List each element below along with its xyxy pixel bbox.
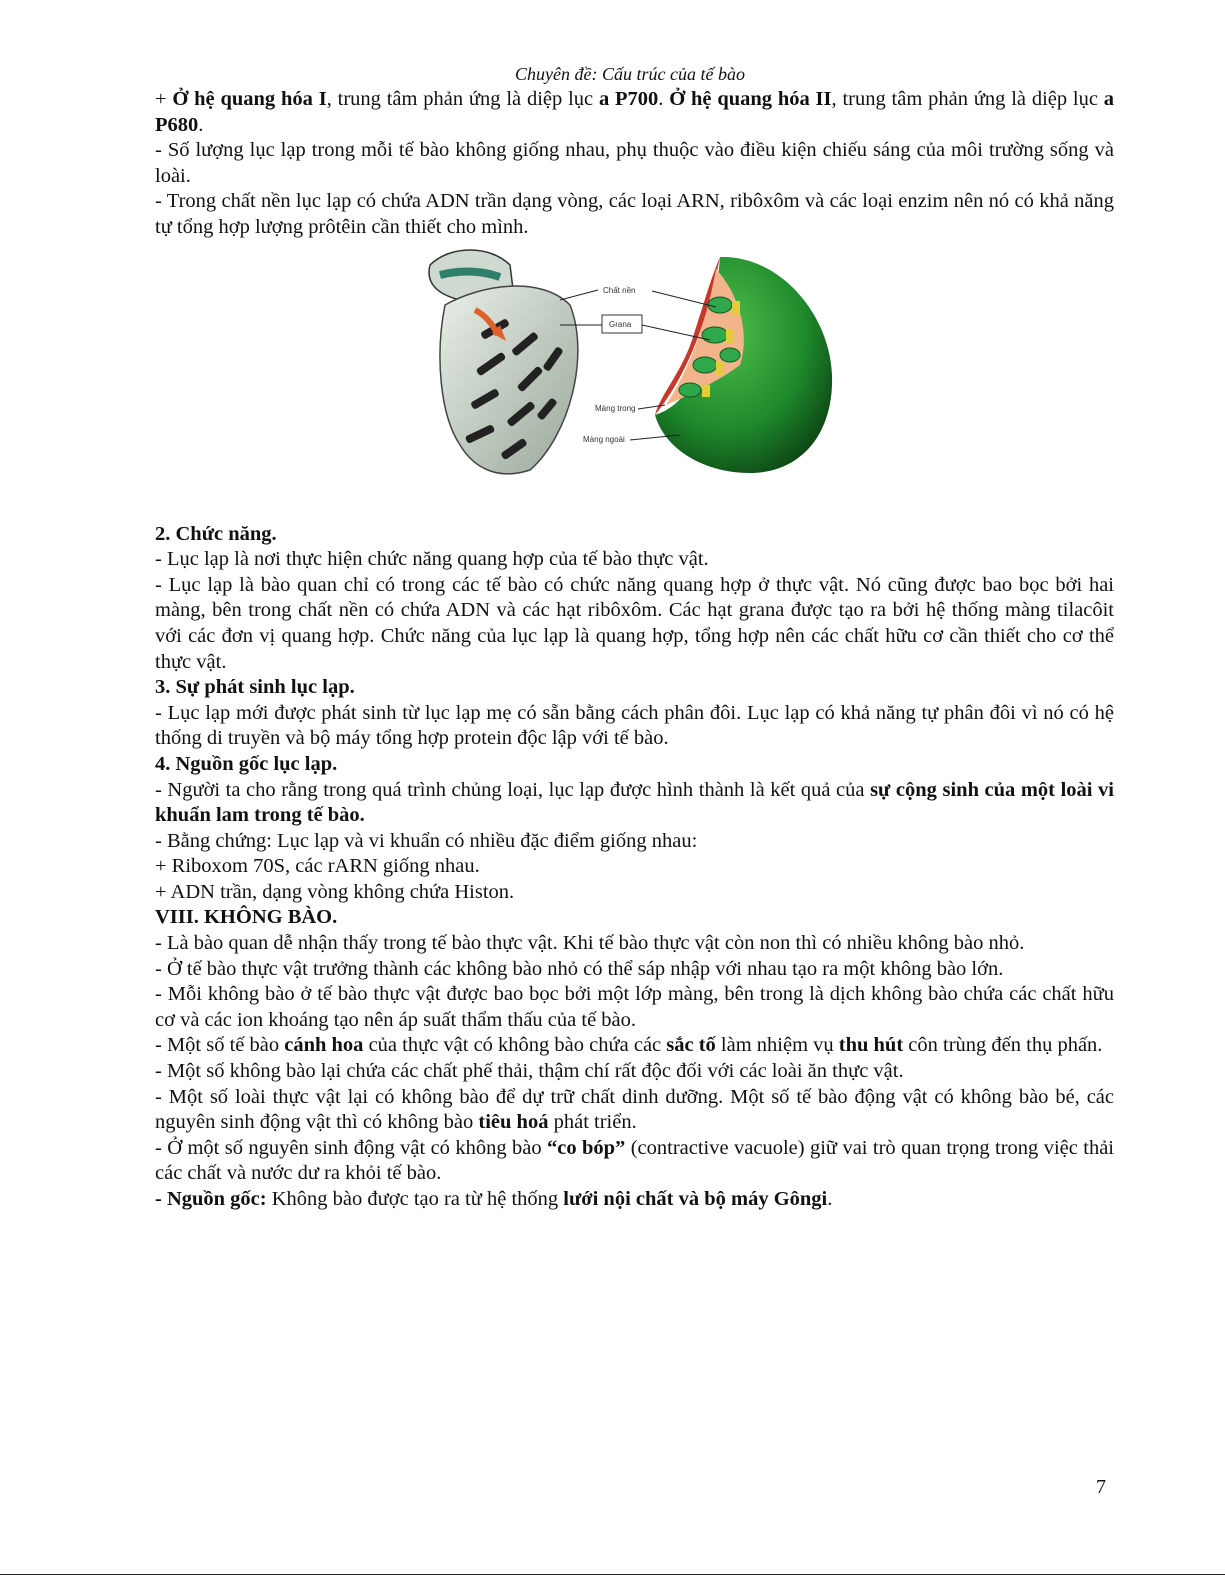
paragraph-vacuole-2: - Ở tế bào thực vật trưởng thành các không bào nhỏ có thể sáp nhập với nhau tạo ra một không bào lớn. [155,957,1004,980]
plant-cell-sketch [429,250,578,474]
paragraph-vacuole-3: - Mỗi không bào ở tế bào thực vật được bao bọc bởi một lớp màng, bên trong là dịch không bào chứa các chất hữu cơ và các ion khoáng tạo nên áp suất thẩm thấu của tế bào. [155,983,1114,1031]
paragraph-photosystems: + Ở hệ quang hóa I, trung tâm phản ứng là diệp lục a P700. Ở hệ quang hóa II, trung tâm phản ứng là diệp lục a P680. [155,88,1115,136]
paragraph-evidence: - Bằng chứng: Lục lạp và vi khuẩn có nhiều đặc điểm giống nhau: [155,829,698,852]
paragraph-vacuole-origin: - Nguồn gốc: Không bào được tạo ra từ hệ thống lưới nội chất và bộ máy Gôngi. [155,1188,833,1210]
heading-function: 2. Chức năng. [155,522,277,545]
paragraph-chloroplast-count: - Số lượng lục lạp trong mỗi tế bào không giống nhau, phụ thuộc vào điều kiện chiếu sáng của môi trường sống và loài. [155,139,1114,187]
paragraph-vacuole-1: - Là bào quan dễ nhận thấy trong tế bào thực vật. Khi tế bào thực vật còn non thì có nhiều không bào nhỏ. [155,932,1025,955]
page-header: Chuyên đề: Cấu trúc của tế bào [515,64,745,84]
page-number: 7 [1096,1476,1106,1498]
paragraph-vacuole-6: - Một số loài thực vật lại có không bào để dự trữ chất dinh dưỡng. Một số tế bào động vật có không bào bé, các nguyên sinh động vật thì có không bào tiêu hoá phát triển. [155,1085,1114,1134]
heading-chloroplast-generation: 3. Sự phát sinh lục lạp. [155,676,355,699]
chloroplast-figure [420,245,840,485]
chloroplast-cutaway [655,257,832,473]
label-grana: Grana [609,319,632,329]
paragraph-vacuole-5: - Một số không bào lại chứa các chất phế thải, thậm chí rất độc đối với các loài ăn thực vật. [155,1060,904,1083]
paragraph-evidence-ribosome: + Riboxom 70S, các rARN giống nhau. [155,855,480,878]
paragraph-generation: - Lục lạp mới được phát sinh từ lục lạp mẹ có sẵn bằng cách phân đôi. Lục lạp có khả năng tự phân đôi vì nó có hệ thống di truyền và bộ máy tổng hợp protein độc lập với tế bào. [155,701,1114,750]
label-inner-membrane: Màng trong [595,403,636,413]
footer-rule [0,1574,1225,1575]
chloroplast-illustration [420,245,840,485]
paragraph-vacuole-7: - Ở một số nguyên sinh động vật có không bào “co bóp” (contractive vacuole) giữ vai trò quan trọng trong việc thải các chất và nước dư ra khỏi tế bào. [155,1136,1114,1185]
heading-chloroplast-origin: 4. Nguồn gốc lục lạp. [155,752,338,775]
paragraph-function-1: - Lục lạp là nơi thực hiện chức năng quang hợp của tế bào thực vật. [155,548,709,571]
label-stroma: Chất nền [603,285,636,295]
paragraph-evidence-dna: + ADN trần, dạng vòng không chứa Histon. [155,880,515,903]
label-outer-membrane: Màng ngoài [583,434,625,444]
paragraph-vacuole-4: - Một số tế bào cánh hoa của thực vật có không bào chứa các sắc tố làm nhiệm vụ thu hút côn trùng đến thụ phấn. [155,1034,1103,1057]
paragraph-function-2: - Lục lạp là bào quan chỉ có trong các tế bào có chức năng quang hợp ở thực vật. Nó cũng được bao bọc bởi hai màng, bên trong chất nền có chứa ADN và các hạt ribôxôm. Các hạt grana được tạo ra bởi hệ thống màng tilacôit với các đơn vị quang hợp. Chức năng của lục lạp là quang hợp, tổng hợp nên các chất hữu cơ cần thiết cho cơ thể thực vật. [155,573,1114,673]
paragraph-chloroplast-dna: - Trong chất nền lục lạp có chứa ADN trần dạng vòng, các loại ARN, ribôxôm và các loại enzim nên nó có khả năng tự tổng hợp lượng prôtêin cần thiết cho mình. [155,190,1114,238]
heading-vacuole: VIII. KHÔNG BÀO. [155,906,338,929]
paragraph-origin: - Người ta cho rằng trong quá trình chủng loại, lục lạp được hình thành là kết quả của sự cộng sinh của một loài vi khuẩn lam trong tế bào. [155,778,1114,827]
document-body [155,87,1114,1213]
